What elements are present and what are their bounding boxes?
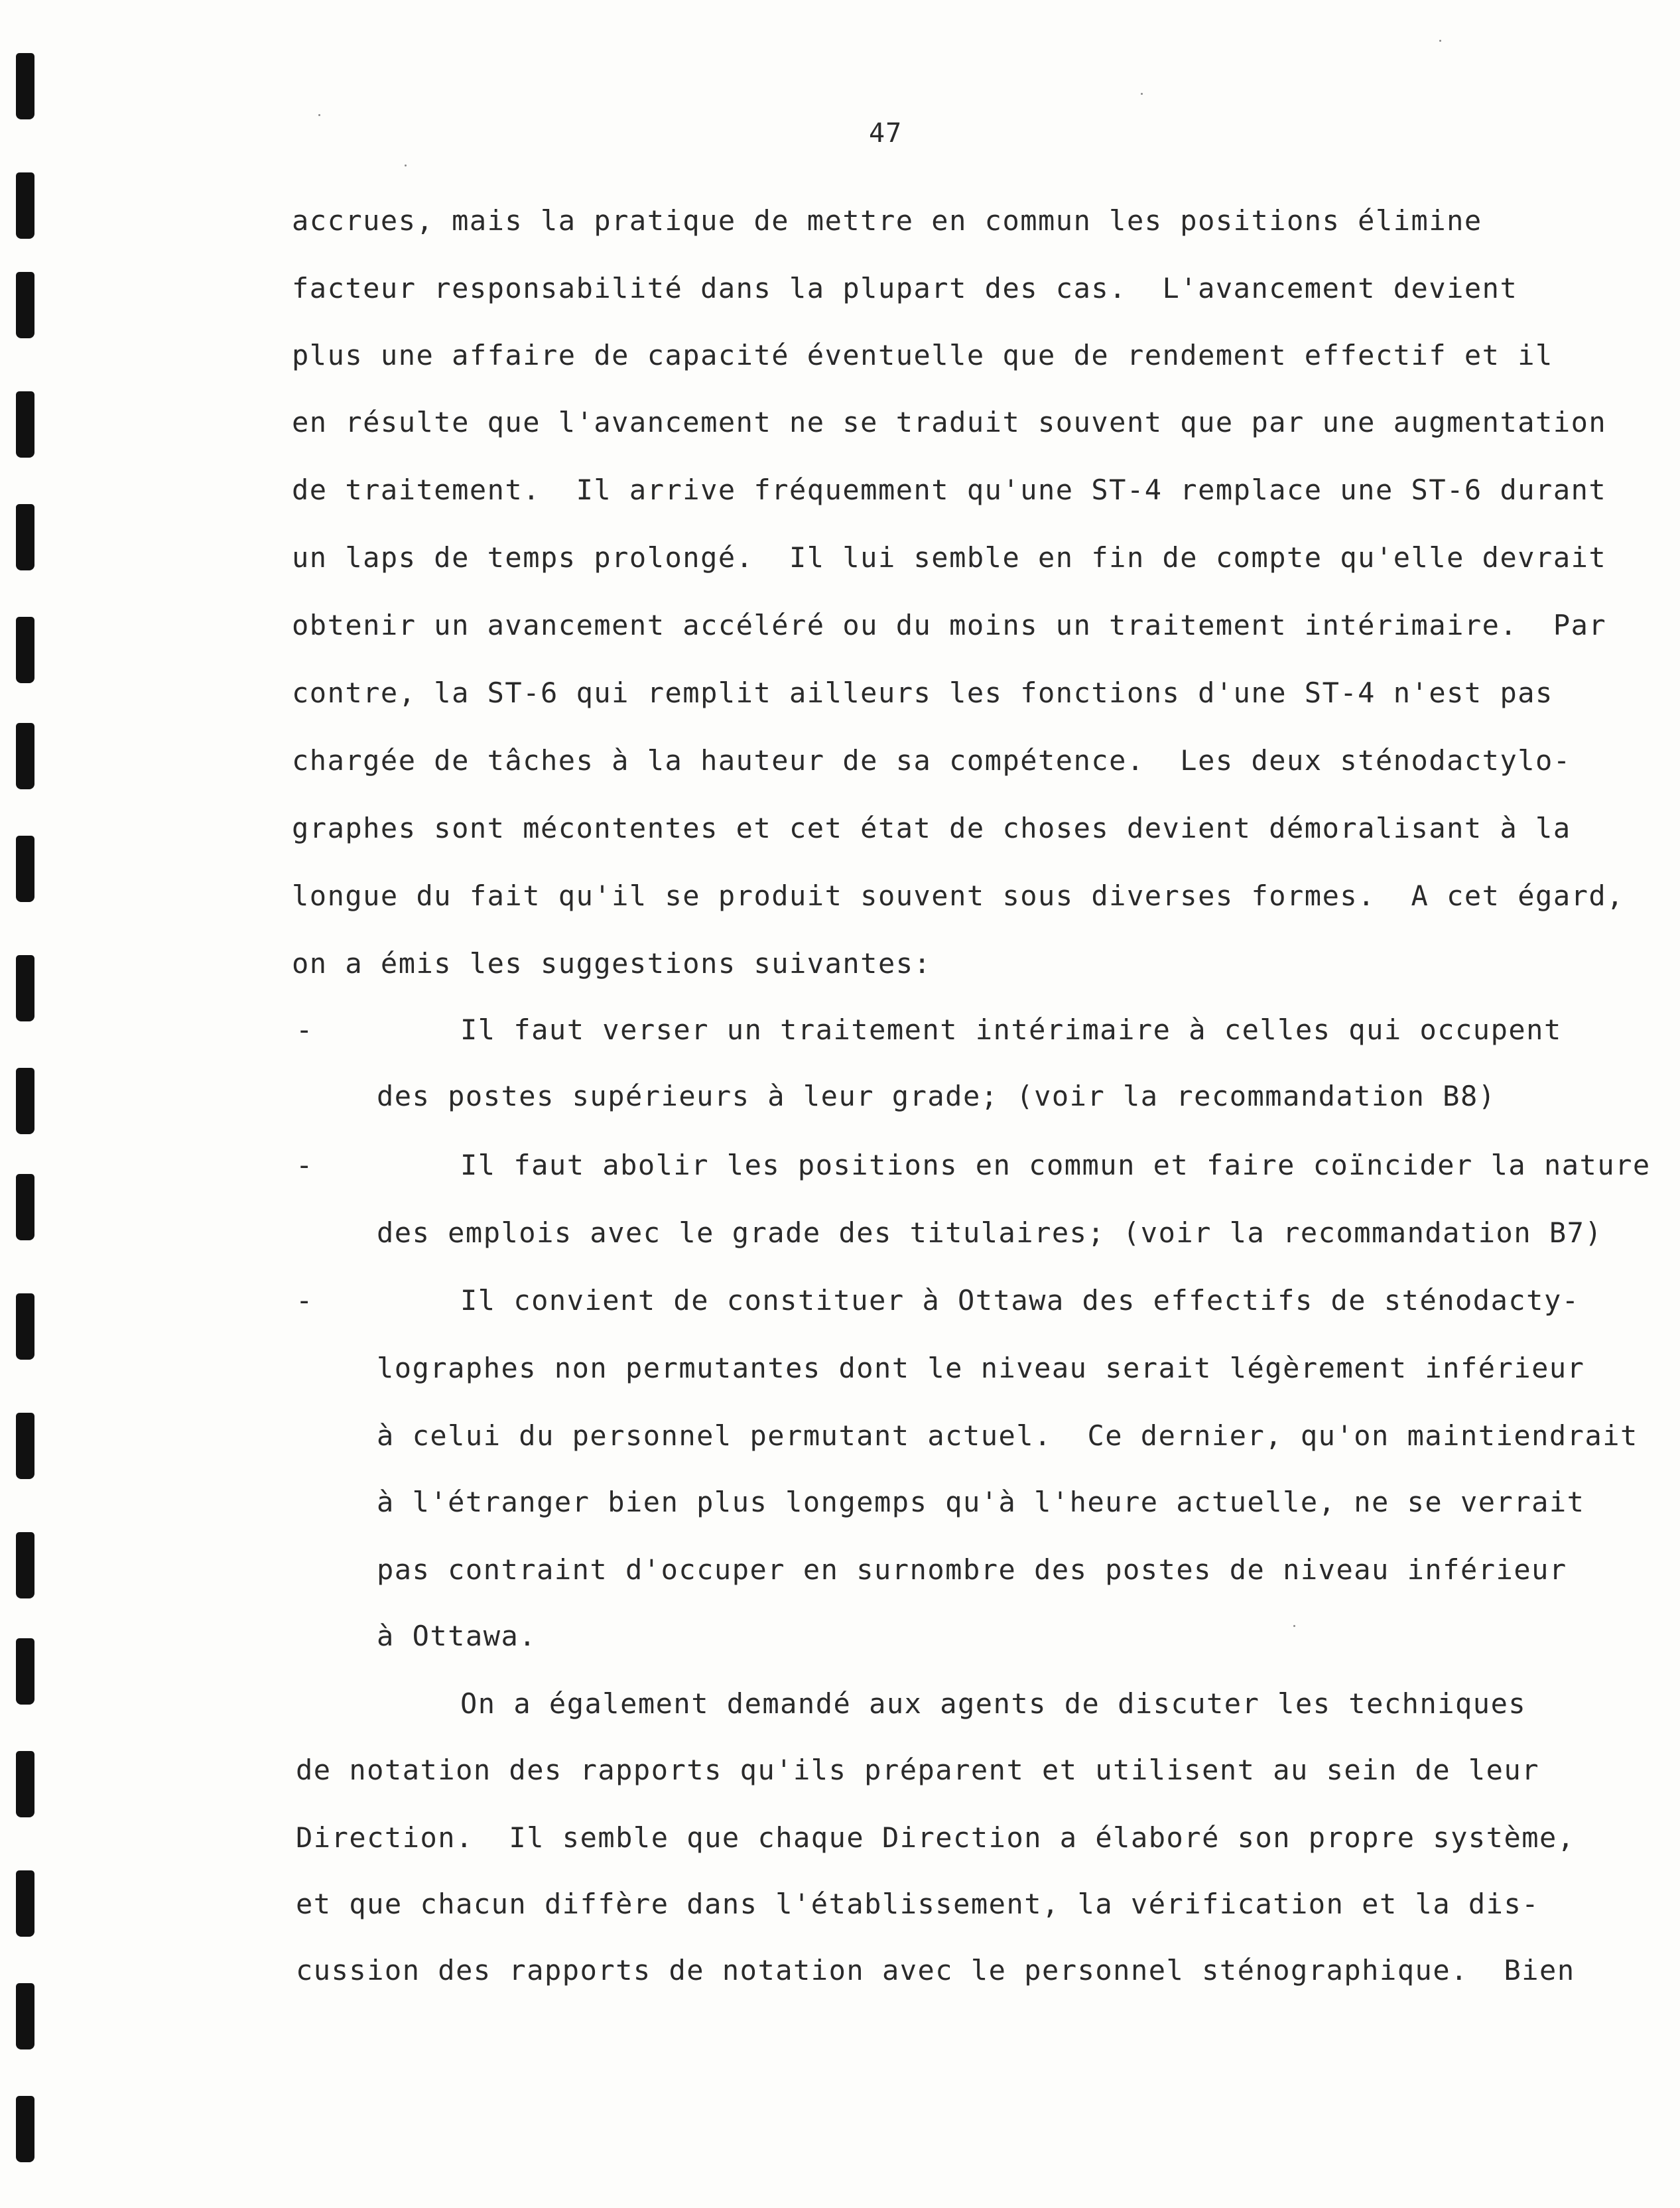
- binding-hole: [16, 1532, 34, 1598]
- suggestion-line: des emplois avec le grade des titulaires; (voir la recommandation B7): [377, 1216, 1603, 1249]
- binding-hole: [16, 955, 34, 1021]
- binding-hole: [16, 1413, 34, 1479]
- text-line: on a émis les suggestions suivantes:: [292, 947, 932, 980]
- text-line: de traitement. Il arrive fréquemment qu'une ST-4 remplace une ST-6 durant: [292, 474, 1607, 506]
- text-line: cussion des rapports de notation avec le personnel sténographique. Bien: [296, 1954, 1575, 1986]
- list-bullet: -: [296, 1149, 313, 1181]
- scan-speck: [1141, 93, 1143, 95]
- text-line: Direction. Il semble que chaque Direction a élaboré son propre système,: [296, 1821, 1575, 1854]
- suggestion-first-line: Il convient de constituer à Ottawa des effectifs de sténodacty-: [460, 1284, 1580, 1317]
- binding-hole: [16, 1293, 34, 1360]
- suggestion-line: à celui du personnel permutant actuel. Ce dernier, qu'on maintiendrait: [377, 1419, 1638, 1452]
- text-line: facteur responsabilité dans la plupart des cas. L'avancement devient: [292, 272, 1518, 304]
- scan-speck: [1293, 1625, 1295, 1627]
- binding-hole: [16, 172, 34, 239]
- binding-hole: [16, 723, 34, 789]
- binding-hole: [16, 1174, 34, 1240]
- binding-hole: [16, 836, 34, 902]
- text-line: en résulte que l'avancement ne se traduit souvent que par une augmentation: [292, 406, 1607, 438]
- binding-hole: [16, 53, 34, 119]
- scan-speck: [1439, 40, 1441, 42]
- suggestion-first-line: Il faut abolir les positions en commun et faire coïncider la nature: [460, 1149, 1651, 1181]
- binding-hole: [16, 1751, 34, 1817]
- text-line: un laps de temps prolongé. Il lui semble en fin de compte qu'elle devrait: [292, 541, 1607, 574]
- binding-hole: [16, 391, 34, 458]
- binding-hole: [16, 2096, 34, 2162]
- suggestion-line: à l'étranger bien plus longemps qu'à l'heure actuelle, ne se verrait: [377, 1486, 1585, 1518]
- text-line: chargée de tâches à la hauteur de sa compétence. Les deux sténodactylo-: [292, 744, 1571, 777]
- text-line: On a également demandé aux agents de discuter les techniques: [460, 1687, 1527, 1720]
- binding-hole: [16, 617, 34, 683]
- suggestion-line: lographes non permutantes dont le niveau serait légèrement inférieur: [377, 1352, 1585, 1384]
- binding-hole: [16, 1638, 34, 1705]
- list-bullet: -: [296, 1013, 313, 1046]
- suggestion-line: pas contraint d'occuper en surnombre des postes de niveau inférieur: [377, 1553, 1567, 1586]
- text-line: graphes sont mécontentes et cet état de choses devient démoralisant à la: [292, 812, 1571, 844]
- binding-hole: [16, 1983, 34, 2049]
- binding-hole: [16, 1068, 34, 1134]
- suggestion-line: des postes supérieurs à leur grade; (voir la recommandation B8): [377, 1080, 1496, 1112]
- text-line: plus une affaire de capacité éventuelle que de rendement effectif et il: [292, 339, 1553, 371]
- text-line: obtenir un avancement accéléré ou du moins un traitement intérimaire. Par: [292, 609, 1607, 641]
- binding-hole: [16, 1870, 34, 1937]
- binding-hole: [16, 504, 34, 570]
- binding-hole: [16, 272, 34, 338]
- binding-holes: [9, 46, 49, 2195]
- text-line: de notation des rapports qu'ils préparent et utilisent au sein de leur: [296, 1754, 1540, 1786]
- suggestion-first-line: Il faut verser un traitement intérimaire à celles qui occupent: [460, 1013, 1562, 1046]
- text-line: et que chacun diffère dans l'établissement, la vérification et la dis-: [296, 1888, 1540, 1920]
- text-line: accrues, mais la pratique de mettre en commun les positions élimine: [292, 204, 1482, 237]
- text-line: longue du fait qu'il se produit souvent sous diverses formes. A cet égard,: [292, 879, 1624, 912]
- scan-speck: [318, 114, 320, 116]
- scan-speck: [405, 164, 407, 166]
- text-line: contre, la ST-6 qui remplit ailleurs les fonctions d'une ST-4 n'est pas: [292, 677, 1553, 709]
- suggestion-line: à Ottawa.: [377, 1620, 537, 1652]
- list-bullet: -: [296, 1284, 313, 1317]
- page-number: 47: [869, 118, 903, 149]
